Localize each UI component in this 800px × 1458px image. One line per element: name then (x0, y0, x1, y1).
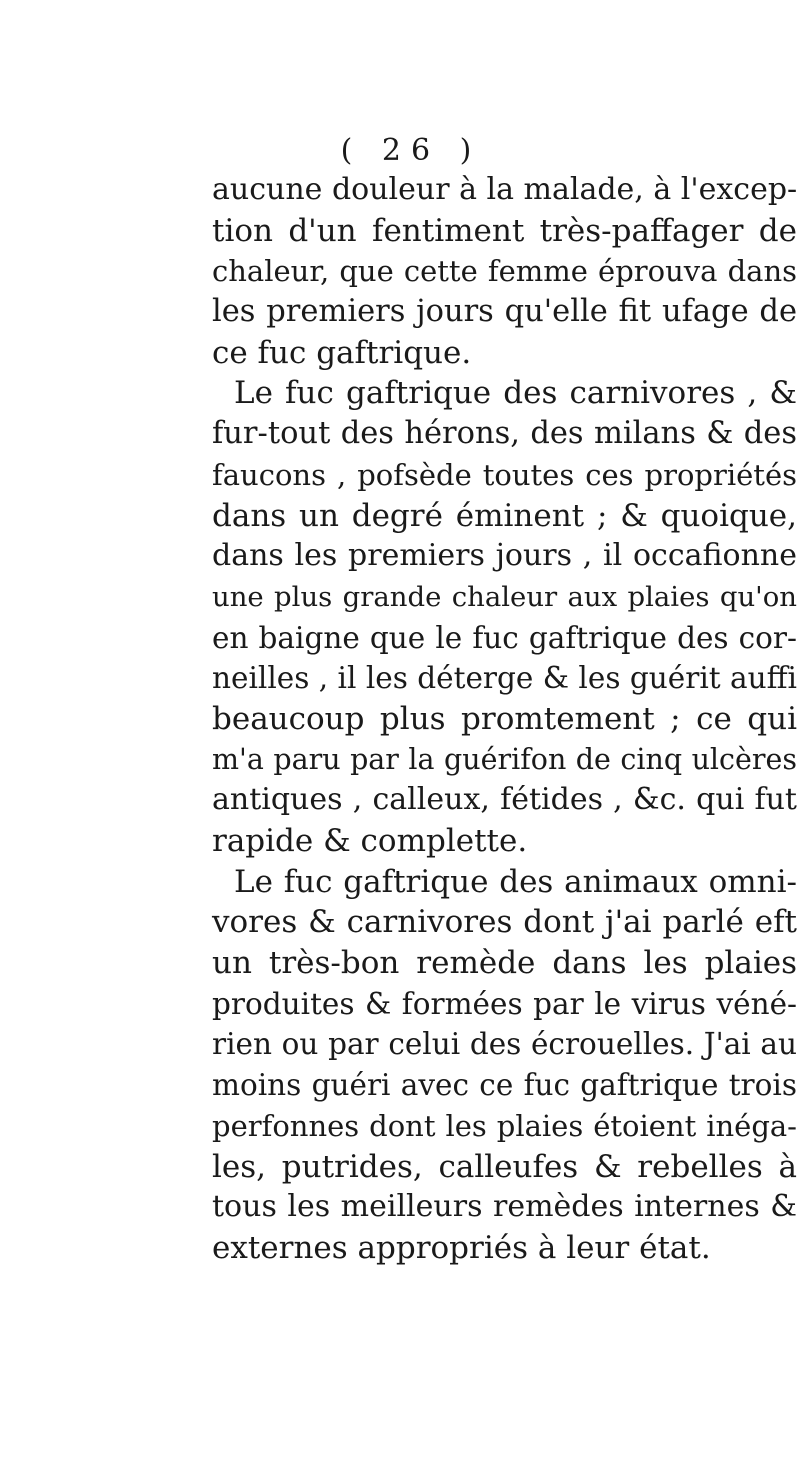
text-line: un très-bon remède dans les plaies (212, 945, 797, 982)
text-line: Le fuc gaftrique des carnivores , & (234, 375, 797, 412)
text-line: externes appropriés à leur état. (212, 1229, 711, 1266)
text-line: perfonnes dont les plaies étoient inéga- (212, 1108, 797, 1143)
text-line: ce fuc gaftrique. (212, 334, 472, 371)
text-line: Le fuc gaftrique des animaux omni- (234, 863, 797, 900)
text-line: aucune douleur à la malade, à l'excep- (212, 172, 798, 207)
text-line: les premiers jours qu'elle fit ufage de (212, 294, 797, 330)
text-line: m'a paru par la guérifon de cinq ulcères (212, 742, 797, 776)
text-line: moins guéri avec ce fuc gaftrique trois (212, 1068, 797, 1103)
text-line: dans les premiers jours , il occafionne (212, 538, 797, 574)
text-line: fur-tout des hérons, des milans & des (212, 416, 797, 452)
text-line: beaucoup plus promtement ; ce qui (212, 700, 797, 737)
text-line: les, putrides, calleufes & rebelles à (212, 1148, 797, 1185)
text-line: dans un degré éminent ; & quoique, (212, 497, 797, 534)
text-line: antiques , calleux, fétides , &c. qui fut (212, 782, 797, 818)
text-line: rapide & complette. (212, 823, 528, 859)
text-line: chaleur, que cette femme éprouva dans (212, 254, 797, 289)
body-text (212, 170, 797, 1269)
text-line: tion d'un fentiment très-paffager de (212, 212, 797, 249)
text-line: rien ou par celui des écrouelles. J'ai au (212, 1027, 797, 1062)
text-line: en baigne que le fuc gaftrique des cor- (212, 620, 797, 655)
text-line: une plus grande chaleur aux plaies qu'on (212, 580, 797, 613)
text-line: neilles , il les déterge & les guérit auffi (212, 661, 797, 696)
text-line: tous les meilleurs remèdes internes & (212, 1189, 797, 1225)
text-line: vores & carnivores dont j'ai parlé eft (212, 904, 797, 941)
text-line: produites & formées par le virus véné- (212, 986, 797, 1021)
text-line: faucons , pofsède toutes ces propriétés (212, 457, 797, 492)
page-number: ( 26 ) (340, 133, 482, 168)
